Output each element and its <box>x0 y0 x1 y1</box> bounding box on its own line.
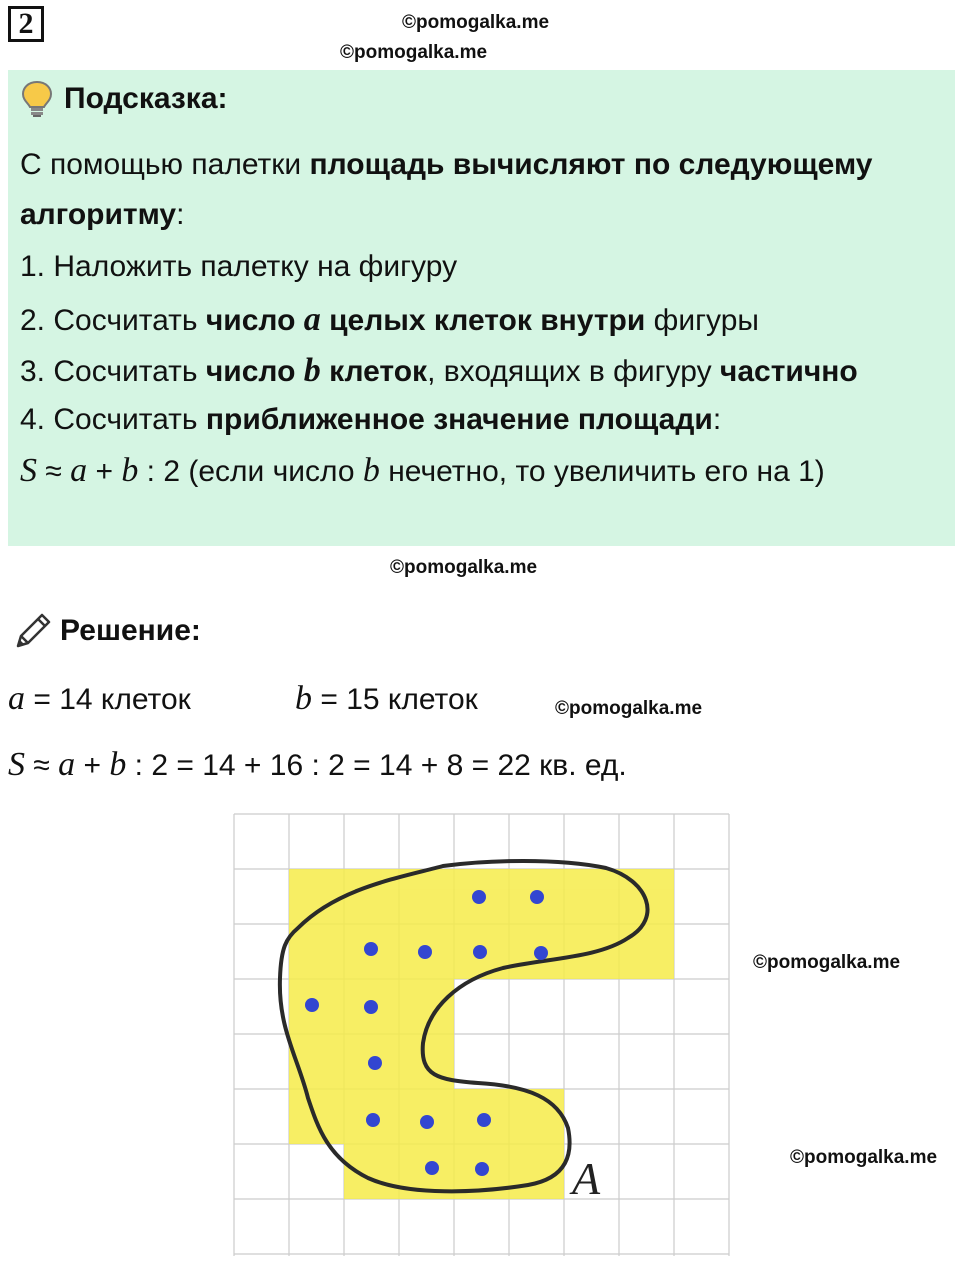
solution-a-var: a <box>8 680 25 717</box>
formula-rest: : 2 (если число <box>138 455 363 488</box>
step2-var: a <box>303 301 321 338</box>
solution-formula <box>8 746 627 784</box>
hint-intro <box>20 148 872 182</box>
solution-s-a: a <box>58 746 76 783</box>
solution-b <box>295 680 478 718</box>
watermark: ©pomogalka.me <box>790 1147 938 1168</box>
hint-title <box>20 80 228 118</box>
solution-title <box>12 610 201 652</box>
step2-bold: число <box>205 304 304 337</box>
step3-text2: , входящих в фигуру <box>427 355 720 388</box>
step3-text: 3. Сосчитать <box>20 355 206 388</box>
figure-label: A <box>572 1153 601 1204</box>
step2-bold2: целых клеток внутри <box>320 304 646 337</box>
step2-text: 2. Сосчитать <box>20 304 206 337</box>
hint-intro-bold2: алгоритму <box>20 198 177 231</box>
step3-bold3: частично <box>719 355 858 388</box>
formula-a: a <box>70 452 88 489</box>
solution-b-text: = 15 клеток <box>312 683 478 716</box>
solution-s-approx: ≈ <box>25 749 59 782</box>
formula-b2: b <box>362 452 380 489</box>
solution-s-b: b <box>109 746 127 783</box>
hint-title-text: Подсказка: <box>64 82 228 115</box>
hint-intro-bold: площадь вычисляют по следующему <box>309 148 873 181</box>
hint-step-3 <box>20 352 858 390</box>
step3-bold: число <box>205 355 304 388</box>
watermark: ©pomogalka.me <box>402 12 550 33</box>
hint-intro-colon: : <box>176 198 185 231</box>
solution-s-plus: + <box>75 749 110 782</box>
hint-step-1: 1. Наложить палетку на фигуру <box>20 250 458 283</box>
palette-figure <box>228 808 738 1260</box>
watermark: ©pomogalka.me <box>753 952 901 973</box>
watermark: ©pomogalka.me <box>340 42 488 63</box>
pencil-icon <box>12 610 54 652</box>
step3-var: b <box>303 352 321 389</box>
task-number: 2 <box>8 6 44 42</box>
formula-S: S <box>20 452 37 489</box>
hint-intro-2 <box>20 198 184 232</box>
lightbulb-icon <box>20 80 54 118</box>
watermark: ©pomogalka.me <box>390 557 538 578</box>
hint-step-4 <box>20 403 721 437</box>
formula-end: нечетно, то увеличить его на 1) <box>379 455 825 488</box>
solution-a-text: = 14 клеток <box>25 683 191 716</box>
solution-s-rest: : 2 = 14 + 16 : 2 = 14 + 8 = 22 кв. ед. <box>126 749 627 782</box>
step4-text: 4. Сосчитать <box>20 403 206 436</box>
formula-plus: + <box>87 455 122 488</box>
step2-text2: фигуры <box>645 304 759 337</box>
step3-bold2: клеток <box>320 355 428 388</box>
solution-s-var: S <box>8 746 25 783</box>
formula-approx: ≈ <box>37 455 71 488</box>
solution-a <box>8 680 191 718</box>
hint-step-2 <box>20 301 759 339</box>
formula-b: b <box>121 452 139 489</box>
hint-intro-text: С помощью палетки <box>20 148 310 181</box>
step4-colon: : <box>712 403 722 436</box>
hint-formula <box>20 452 825 490</box>
solution-b-var: b <box>295 680 312 717</box>
solution-title-text: Решение: <box>60 614 201 647</box>
step4-bold: приближенное значение площади <box>205 403 713 436</box>
watermark: ©pomogalka.me <box>555 698 703 719</box>
